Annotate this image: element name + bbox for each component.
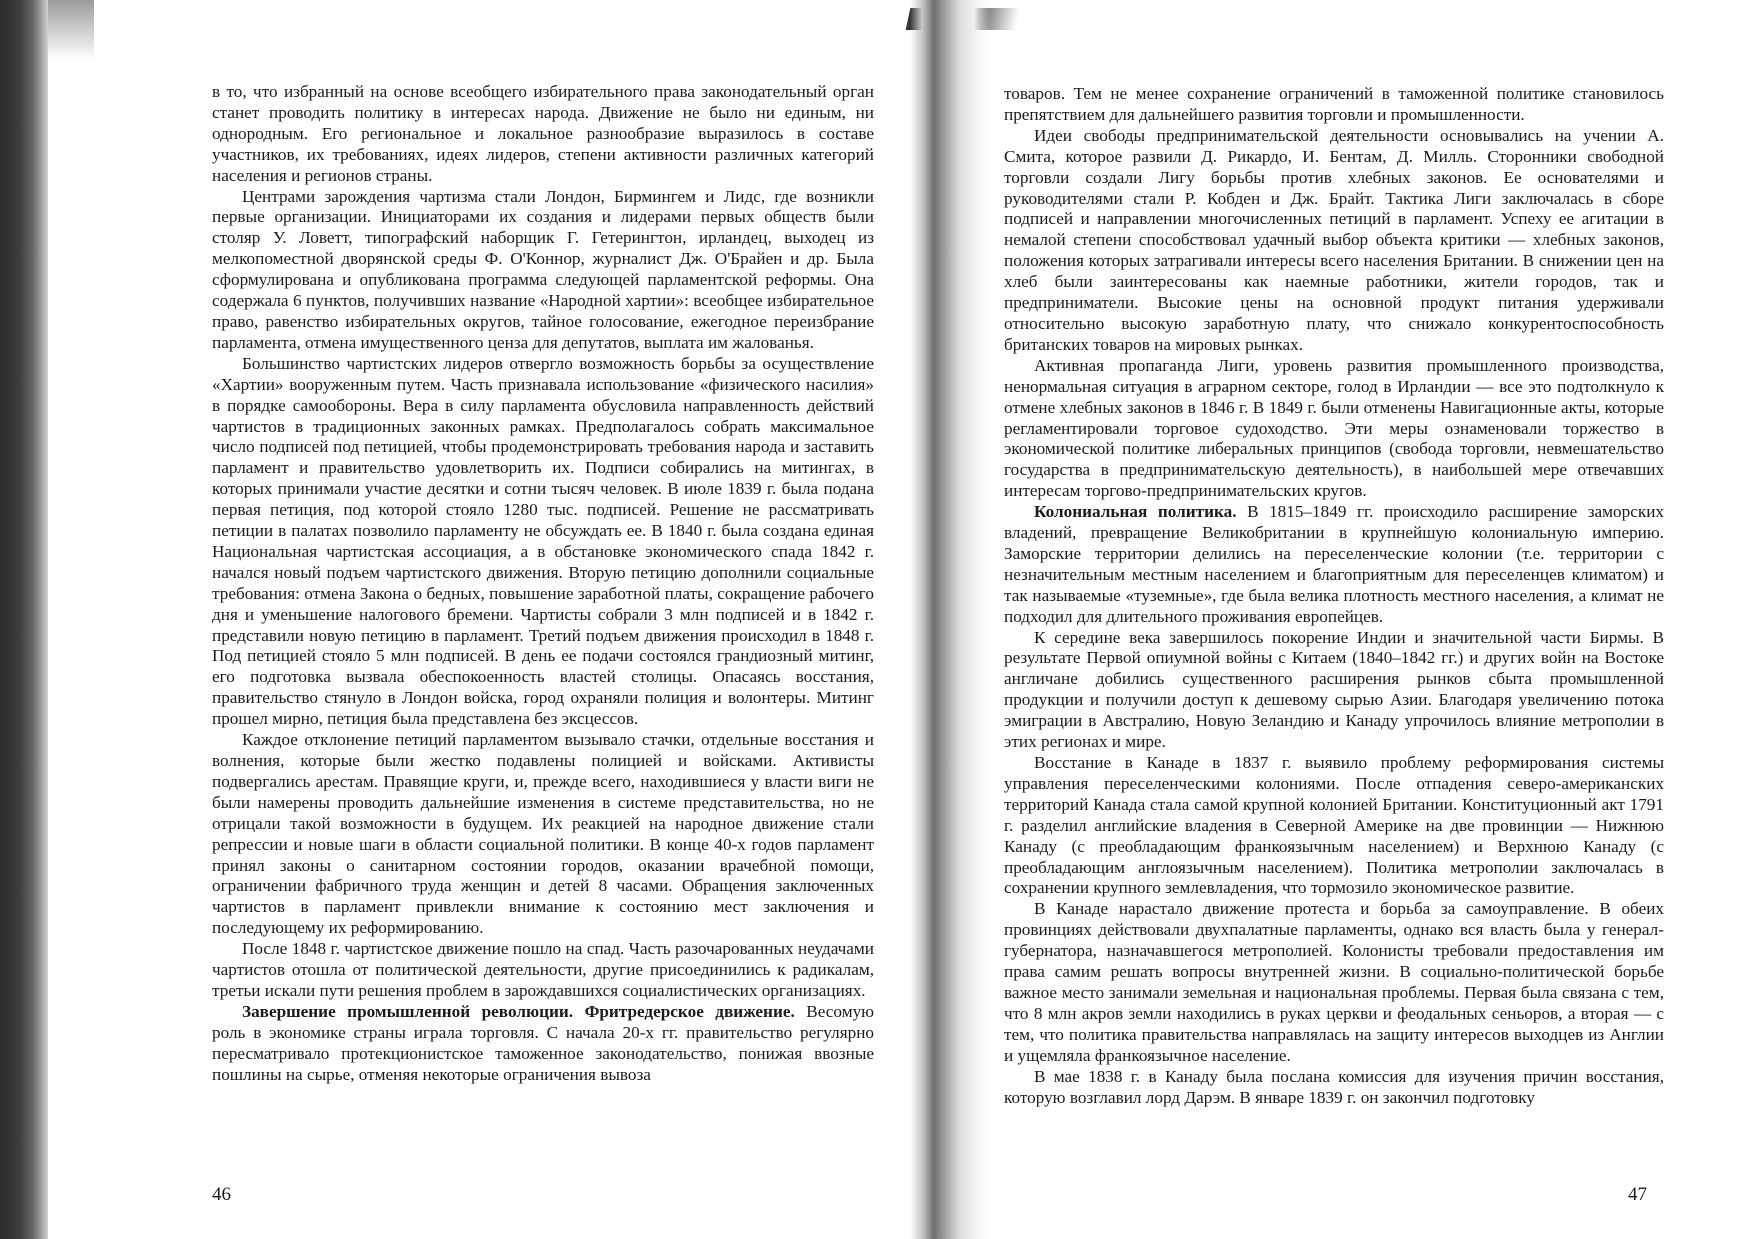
paragraph [212,82,874,187]
paragraph-text: Большинство чартистских лидеров отвергло возможность борьбы за осуществление «Хартии» вооруженным путем. Часть признавала использование «физического насилия» в порядке самообороны. Вера в силу парламента обусловила направленность действий чартистов в традиционных законных рамках. Предполагалось собрать максимальное число подписей под петицией, чтобы продемонстрировать требования народа и заставить парламент и правительство удовлетворить их. Подписи собирались на митингах, в которых принимали участие десятки и сотни тысяч человек. В июле 1839 г. была подана первая петиция, под которой стояло 1280 тыс. подписей. Решение не рассматривать петиции в палатах позволило парламенту не обсуждать ее. В 1840 г. была создана единая Национальная чартистская ассоциация, а в обстановке экономического спада 1842 г. начался новый подъем чартистского движения. Вторую петицию дополнили социальные требования: отмена Закона о бедных, повышение заработной платы, сокращение рабочего дня и уменьшение налогового бремени. Чартисты собрали 3 млн подписей и в 1842 г. представили новую петицию в парламент. Третий подъем движения происходил в 1848 г. Под петицией стояло 5 млн подписей. В день ее подачи состоялся грандиозный митинг, его подготовка вызвала обеспокоенность властей столицы. Опасаясь восстания, правительство стянуло в Лондон войска, город охраняли полиция и волонтеры. Митинг прошел мирно, петиция была представлена без эксцессов. [212,353,874,729]
right-page-text [1004,84,1664,1108]
paragraph [1004,84,1664,126]
paragraph-text: Идеи свободы предпринимательской деятельности основывались на учении А. Смита, которое развили Д. Рикардо, И. Бентам, Д. Милль. Сторонники свободной торговли создали Лигу борьбы против хлебных законов. Ее основателями и руководителями стали Р. Кобден и Дж. Брайт. Тактика Лиги заключалась в сборе подписей и направлении многочисленных петиций в парламент. Успеху ее агитации в немалой степени способствовал удачный выбор объекта критики — хлебных законов, положения которых затрагивали интересы всего населения Британии. В снижении цен на хлеб были заинтересованы как наемные работники, жители городов, так и предприниматели. Высокие цены на основной продукт питания удерживали относительно высокую заработную плату, что снижало конкурентоспособность британских товаров на мировых рынках. [1004,125,1664,354]
book-gutter [910,0,990,1239]
paragraph-text: К середине века завершилось покорение Индии и значительной части Бирмы. В результате Первой опиумной войны с Китаем (1840–1842 гг.) и других войн на Востоке англичане добились существенного расширения рынков сбыта промышленной продукции и получили доступ к дешевому сырью Азии. Благодаря увеличению потока эмиграции в Австралию, Новую Зеландию и Канаду упрочилось влияние метрополии в этих регионах и мире. [1004,627,1664,752]
paragraph-text: В Канаде нарастало движение протеста и борьба за самоуправление. В обеих провинциях действовали двухпалатные парламенты, однако вся власть была у генерал-губернатора, назначавшегося метрополией. Колонисты требовали предоставления им права самим решать вопросы внутренней жизни. В социально-политической борьбе важное место занимали земельная и национальная проблемы. Первая была связана с тем, что 8 млн акров земли находились в руках церкви и феодальных сеньоров, а вторая — с тем, что политика правительства направлялась на защиту интересов выходцев из Англии и ущемляла франкоязычное население. [1004,899,1664,1065]
paragraph-text: Активная пропаганда Лиги, уровень развития промышленного производства, ненормальная ситуация в аграрном секторе, голод в Ирландии — все это подтолкнуло к отмене хлебных законов в 1846 г. В 1849 г. были отменены Навигационные акты, которые регламентировали торговое судоходство. Эти меры ознаменовали торжество в экономической политике либеральных принципов (свобода торговли, невмешательство государства в предпринимательскую деятельность), в наибольшей мере отвечавших интересам торгово-предпринимательских кругов. [1004,355,1664,501]
paragraph [1004,753,1664,899]
paragraph [212,187,874,354]
scan-left-edge [0,0,48,1239]
paragraph [1004,899,1664,1066]
paragraph-text: Центрами зарождения чартизма стали Лондон, Бирмингем и Лидс, где возникли первые организации. Инициаторами их создания и лидерами первых обществ были столяр У. Ловетт, типографский наборщик Г. Гетерингтон, ирландец, выходец из мелкопоместной дворянской среды Ф. О'Коннор, журналист Дж. О'Брайен и др. Была сформулирована и опубликована программа следующей парламентской реформы. Она содержала 6 пунктов, получивших название «Народной хартии»: всеобщее избирательное право, равенство избирательных округов, тайное голосование, ежегодное переизбрание парламента, отмена имущественного ценза для депутатов, выплата им жалованья. [212,186,874,352]
paragraph [1004,126,1664,356]
paragraph [212,939,874,1002]
section-heading: Завершение промышленной революции. Фритредерское движение. [242,1001,795,1021]
paragraph-text: товаров. Тем не менее сохранение ограничений в таможенной политике становилось препятствием для дальнейшего развития торговли и промышленности. [1004,84,1664,124]
paragraph-text: в то, что избранный на основе всеобщего избирательного права законодательный орган станет проводить политику в интересах народа. Движение не было ни единым, ни однородным. Его региональное и локальное разнообразие выразилось в составе участников, их требованиях, идеях лидеров, степени активности различных категорий населения и регионов страны. [212,82,874,185]
paragraph-text: Весомую роль в экономике страны играла торговля. С начала 20-х гг. правительство регулярно пересматривало протекционистское таможенное законодательство, понижая ввозные пошлины на сырье, отменяя некоторые ограничения вывоза [212,1001,875,1084]
paragraph-text: Восстание в Канаде в 1837 г. выявило проблему реформирования системы управления переселенческими колониями. После отпадения северо-американских территорий Канада стала самой крупной колонией Британии. Конституционный акт 1791 г. разделил английские владения в Северной Америке на две провинции — Нижнюю Канаду (с преобладающим франкоязычным населением) и Верхнюю Канаду (с преобладающим англоязычным населением). Политика метрополии заключалась в сохранении крупного землевладения, что тормозило экономическое развитие. [1004,753,1664,898]
paragraph [1004,356,1664,502]
left-page-text [212,82,874,1086]
paragraph [1004,628,1664,753]
left-page-number: 46 [212,1184,231,1205]
paragraph [1004,1067,1664,1109]
paragraph-text: Каждое отклонение петиций парламентом вызывало стачки, отдельные восстания и волнения, которые были жестко подавлены полицией и войсками. Активисты подвергались арестам. Правящие круги, и, прежде всего, находившиеся у власти виги не были намерены проводить дальнейшие изменения в системе представительства, но не отрицали такой возможности в будущем. Их реакцией на народное движение стали репрессии и новые шаги в области социальной политики. В конце 40-х годов парламент принял законы о санитарном состоянии городов, оказании врачебной помощи, ограничении фабричного труда женщин и детей 8 часами. Обращения заключенных чартистов в парламент привлекли внимание к состоянию мест заключения и последующему их реформированию. [212,730,874,938]
paragraph [212,730,874,939]
paragraph [1004,502,1664,627]
paragraph-text: В 1815–1849 гг. происходило расширение заморских владений, превращение Великобритании в крупнейшую колониальную империю. Заморские территории делились на переселенческие колонии (т.е. территории с незначительным местным населением и благоприятным для переселенцев климатом) и так называемые «туземные», где была велика плотность местного населения, а климат не подходил для длительного проживания европейцев. [1004,502,1664,626]
paragraph-text: В мае 1838 г. в Канаду была послана комиссия для изучения причин восстания, которую возглавил лорд Дарэм. В январе 1839 г. он закончил подготовку [1004,1066,1664,1107]
paragraph-text: После 1848 г. чартистское движение пошло на спад. Часть разочарованных неудачами чартистов отошла от политической деятельности, другие присоединились к радикалам, третьи искали пути решения проблем в зарождавшихся социалистических организациях. [212,939,874,1000]
paragraph [212,1002,874,1086]
section-heading: Колониальная политика. [1034,502,1237,522]
right-page-number: 47 [1628,1184,1647,1205]
paragraph [212,354,874,730]
